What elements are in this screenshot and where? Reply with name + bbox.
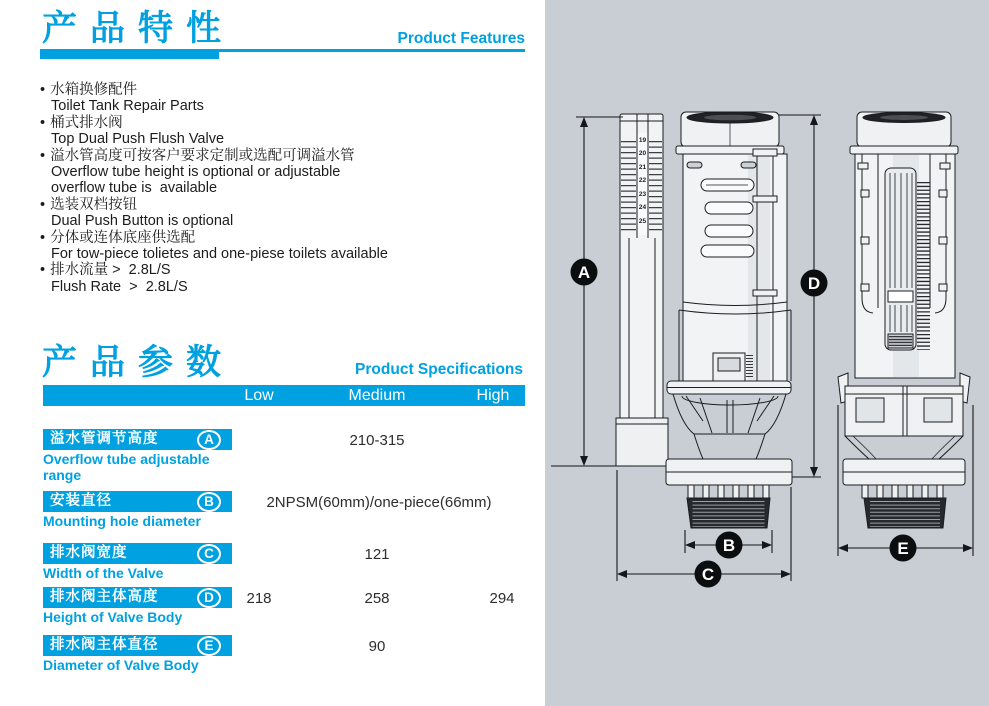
spec-label-cn: 排水阀宽度 [50, 545, 128, 561]
spec-label-en: Height of Valve Body [43, 609, 183, 625]
dimension-badge-b: B [197, 492, 221, 512]
feature-text-cn: 桶式排水阀 [50, 114, 123, 131]
spec-value-medium: 2NPSM(60mm)/one-piece(66mm) [266, 494, 492, 511]
features-title-bar [40, 49, 219, 59]
svg-text:19: 19 [638, 137, 647, 144]
spec-label-cn: 排水阀主体高度 [50, 589, 159, 605]
feature-text-cn: 分体或连体底座供选配 [50, 229, 196, 246]
feature-text-en: Toilet Tank Repair Parts [51, 98, 204, 115]
spec-label-cn: 排水阀主体直径 [50, 637, 159, 653]
dimension-b [685, 530, 772, 559]
dimension-badge-d: D [197, 588, 221, 608]
feature-item [40, 115, 535, 148]
feature-text-cn: 溢水管高度可按客户要求定制或选配可调溢水管 [50, 147, 355, 164]
dimension-label-e: E [897, 539, 909, 558]
spec-value-medium: 90 [368, 638, 386, 655]
spec-value-medium: 121 [364, 546, 390, 563]
spec-label-bar [43, 635, 232, 656]
specs-column-header [43, 385, 525, 406]
features-title-rule [219, 49, 525, 52]
feature-text-cn: 选装双档按钮 [50, 196, 138, 213]
feature-item [40, 262, 535, 295]
specs-title-en: Product Specifications [355, 361, 523, 378]
svg-text:23: 23 [638, 191, 647, 198]
spec-label-en: Mounting hole diameter [43, 513, 201, 529]
feature-item [40, 82, 535, 115]
spec-label-cn: 安装直径 [50, 493, 112, 509]
spec-row-a [43, 429, 525, 491]
feature-item [40, 230, 535, 263]
spec-value-low: 218 [246, 590, 272, 607]
feature-list [40, 82, 535, 295]
svg-text:24: 24 [638, 204, 647, 211]
svg-text:22: 22 [638, 177, 647, 184]
spec-label-bar [43, 543, 232, 564]
spec-label-en: Width of the Valve [43, 565, 164, 581]
dimension-label-b: B [722, 536, 736, 555]
left-valve-drawing [616, 112, 792, 528]
dimension-label-c: C [701, 565, 715, 584]
column-high: High [476, 387, 510, 404]
spec-row-e [43, 635, 525, 697]
svg-text:25: 25 [638, 218, 647, 225]
flush-valve-diagram [545, 0, 989, 706]
column-low: Low [244, 387, 274, 404]
dimension-label-d: D [807, 274, 821, 293]
feature-item [40, 197, 535, 230]
feature-text-en: For tow-piece tolietes and one-piese toilets available [51, 246, 388, 263]
feature-text-en: Dual Push Button is optional [51, 213, 234, 230]
spec-value-medium: 210-315 [349, 432, 405, 449]
svg-text:20: 20 [638, 150, 647, 157]
spec-label-bar [43, 587, 232, 608]
bullet-icon: • [40, 82, 46, 98]
bullet-icon: • [40, 196, 46, 213]
feature-text-en: overflow tube is available [51, 180, 218, 197]
spec-value-high: 294 [489, 590, 515, 607]
dimension-badge-c: C [197, 544, 221, 564]
feature-text-en: Top Dual Push Flush Valve [51, 131, 225, 148]
spec-label-bar [43, 491, 232, 512]
bullet-icon: • [40, 229, 46, 246]
features-title-en: Product Features [397, 30, 525, 47]
spec-label-cn: 溢水管调节高度 [50, 431, 159, 447]
feature-text-cn: 水箱换修配件 [50, 82, 138, 98]
spec-label-en: Diameter of Valve Body [43, 657, 199, 673]
feature-text-cn: 排水流量 > 2.8L/S [50, 262, 171, 279]
bullet-icon: • [40, 147, 46, 164]
feature-item [40, 148, 535, 197]
bullet-icon: • [40, 114, 46, 131]
dimension-badge-a: A [197, 430, 221, 450]
spec-label-bar [43, 429, 232, 450]
specs-title-cn: 产品参数 [42, 343, 235, 382]
right-valve-drawing [838, 112, 970, 528]
dimension-badge-e: E [197, 636, 221, 656]
spec-label-en: Overflow tube adjustable range [43, 451, 210, 483]
bullet-icon: • [40, 262, 46, 279]
svg-text:21: 21 [638, 164, 647, 171]
technical-drawing-panel [545, 0, 989, 706]
column-medium: Medium [348, 387, 406, 404]
dimension-label-a: A [577, 263, 591, 282]
features-title-cn: 产品特性 [42, 9, 235, 48]
feature-text-en: Overflow tube height is optional or adjustable [51, 164, 341, 181]
feature-text-en: Flush Rate > 2.8L/S [51, 278, 188, 295]
spec-value-medium: 258 [364, 590, 390, 607]
